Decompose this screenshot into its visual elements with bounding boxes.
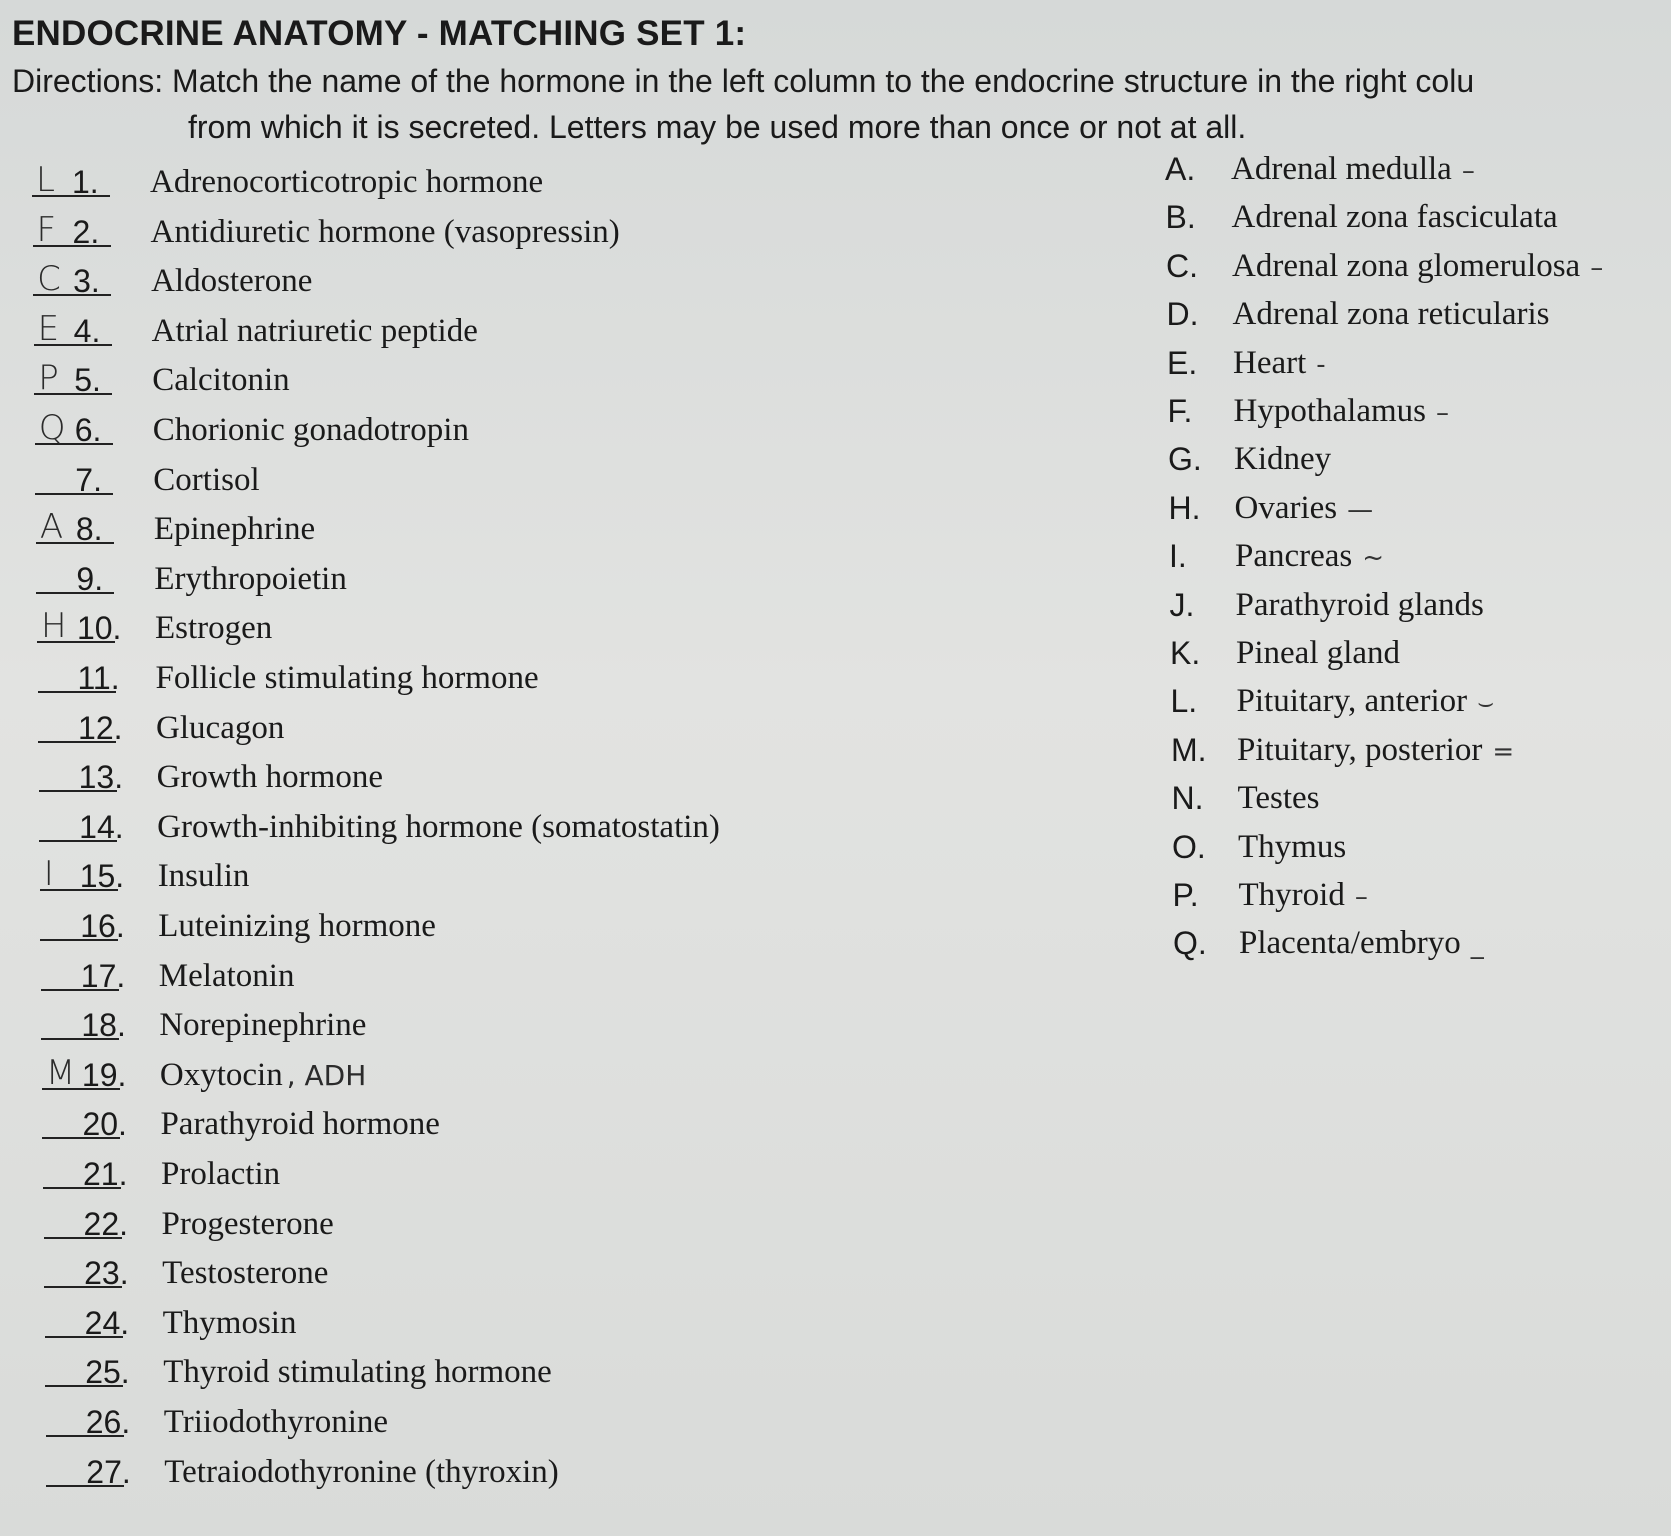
- hormone-name: Norepinephrine: [159, 1007, 367, 1044]
- hormone-name: Follicle stimulating hormone: [155, 660, 539, 696]
- hormone-number: 25.: [85, 1354, 130, 1391]
- structure-label: [1232, 192, 1558, 242]
- hormone-name: Estrogen: [154, 610, 273, 647]
- structure-name: Ovaries: [1234, 489, 1338, 526]
- handwritten-answer: P: [38, 358, 59, 399]
- hormone-label: [157, 753, 383, 801]
- structure-name: Thymus: [1238, 828, 1347, 865]
- hormone-label: [150, 158, 543, 206]
- hormone-label: [160, 1100, 440, 1148]
- hormone-label: [151, 208, 620, 256]
- hormone-number: 7.: [75, 461, 102, 498]
- hormone-label: [157, 803, 720, 851]
- handwritten-answer: L: [36, 160, 55, 200]
- structure-letter: N.: [1171, 780, 1204, 817]
- hormone-name: Prolactin: [161, 1156, 281, 1192]
- structure-label: [1234, 434, 1331, 484]
- handwritten-tick-mark: –: [1354, 882, 1368, 912]
- structure-name: Pancreas: [1235, 538, 1353, 575]
- handwritten-note: , ADH: [286, 1058, 367, 1092]
- hormone-name: Luteinizing hormone: [158, 908, 436, 944]
- structure-letter: E.: [1167, 344, 1198, 381]
- structure-name: Hypothalamus: [1233, 393, 1426, 429]
- hormone-label: [162, 1200, 334, 1248]
- hormone-name: Parathyroid hormone: [160, 1106, 440, 1143]
- handwritten-tick-mark: _: [1470, 930, 1484, 961]
- hormone-label: [163, 1348, 552, 1396]
- structure-name: Heart: [1233, 344, 1307, 381]
- hormone-label: [159, 952, 295, 1000]
- structure-letter: D.: [1166, 296, 1199, 333]
- handwritten-tick-mark: –: [1461, 156, 1475, 186]
- structure-name: Parathyroid glands: [1235, 586, 1484, 623]
- hormone-label: [152, 356, 289, 404]
- hormone-label: [164, 1398, 388, 1446]
- structure-letter: C.: [1166, 247, 1198, 284]
- handwritten-tick-mark: -: [1316, 349, 1326, 380]
- structure-label: [1236, 580, 1484, 630]
- hormone-number: 15.: [79, 858, 125, 895]
- handwritten-answer: H: [40, 606, 67, 647]
- hormone-name: Thymosin: [162, 1304, 297, 1341]
- structure-name: Pineal gland: [1236, 635, 1401, 671]
- hormone-name: Melatonin: [158, 957, 295, 994]
- structure-label: [1234, 386, 1449, 438]
- hormone-label: [156, 654, 539, 702]
- hormone-number: 5.: [74, 362, 101, 399]
- hormone-name: Cortisol: [153, 461, 260, 498]
- structure-name: Testes: [1237, 780, 1320, 817]
- handwritten-tick-mark: ~: [1362, 543, 1385, 574]
- hormone-number: 13.: [78, 759, 124, 796]
- structure-label: [1233, 338, 1326, 390]
- structure-name: Placenta/embryo: [1239, 925, 1461, 962]
- structure-name: Pituitary, posterior: [1237, 731, 1483, 768]
- hormone-label: [151, 257, 312, 305]
- hormone-number: 17.: [80, 957, 126, 994]
- structure-name: Adrenal zona fasciculata: [1231, 199, 1558, 236]
- handwritten-answer: A: [39, 507, 64, 548]
- hormone-number: 19.: [81, 1056, 127, 1093]
- hormone-label: [161, 1150, 280, 1198]
- structure-label: [1236, 628, 1400, 678]
- hormone-name: Progesterone: [161, 1205, 334, 1242]
- structure-name: Adrenal zona reticularis: [1232, 296, 1550, 333]
- hormone-label: [152, 307, 478, 355]
- hormone-number: 26.: [85, 1404, 131, 1440]
- handwritten-answer: C: [37, 259, 61, 300]
- structure-label: [1235, 483, 1374, 535]
- hormone-name: Erythropoietin: [154, 560, 347, 597]
- hormone-name: Chorionic gonadotropin: [152, 412, 469, 448]
- hormone-number: 1.: [72, 164, 99, 200]
- hormone-name: Aldosterone: [151, 263, 313, 300]
- hormone-label: [158, 852, 250, 900]
- handwritten-answer: M: [45, 1052, 76, 1093]
- hormone-number: 6.: [74, 412, 102, 448]
- structure-letter: F.: [1167, 393, 1193, 429]
- hormone-number: 21.: [83, 1156, 128, 1192]
- hormone-number: 8.: [75, 511, 103, 548]
- page-title: ENDOCRINE ANATOMY - MATCHING SET 1:: [12, 14, 747, 53]
- hormone-label: [155, 604, 272, 652]
- structure-letter: L.: [1170, 683, 1198, 720]
- hormone-label: [153, 456, 259, 504]
- hormone-label: [158, 902, 436, 950]
- bleed-through-text: [820, 160, 835, 229]
- structure-name: Adrenal zona glomerulosa: [1232, 247, 1581, 284]
- structure-letter: A.: [1165, 151, 1196, 187]
- hormone-number: 9.: [76, 560, 104, 597]
- hormone-number: 20.: [82, 1106, 127, 1143]
- hormone-name: Triiodothyronine: [163, 1404, 389, 1440]
- hormone-name: Growth hormone: [156, 759, 383, 796]
- hormone-label: [163, 1299, 297, 1347]
- handwritten-tick-mark: =: [1492, 736, 1515, 767]
- hormone-name: Epinephrine: [153, 511, 316, 548]
- structure-letter: K.: [1170, 635, 1201, 671]
- structure-label: [1239, 918, 1484, 970]
- hormone-name: Testosterone: [162, 1255, 329, 1292]
- hormone-label: [159, 1001, 366, 1049]
- structure-name: Pituitary, anterior: [1236, 683, 1468, 720]
- directions-line-1: Directions: Match the name of the hormone in the left column to the endocrine structure in the right colu: [12, 63, 1475, 99]
- handwritten-tick-mark: –: [1435, 398, 1449, 428]
- hormone-name: Tetraiodothyronine (thyroxin): [164, 1453, 559, 1490]
- hormone-number: 4.: [73, 312, 101, 349]
- handwritten-answer: F: [36, 209, 57, 250]
- hormone-name: Oxytocin: [159, 1056, 283, 1093]
- structure-letter: Q.: [1173, 925, 1207, 962]
- structure-label: [1235, 531, 1384, 583]
- handwritten-tick-mark: –: [1590, 252, 1604, 283]
- hormone-number: 27.: [86, 1453, 131, 1490]
- hormone-name: Thyroid stimulating hormone: [163, 1354, 552, 1391]
- hormone-label: [160, 1051, 366, 1100]
- hormone-number: 24.: [84, 1304, 130, 1341]
- structure-letter: G.: [1168, 441, 1202, 478]
- hormone-label: [156, 704, 284, 752]
- hormone-number: 11.: [77, 660, 120, 696]
- directions-text: [12, 58, 1652, 150]
- hormone-number: 22.: [83, 1205, 129, 1242]
- handwritten-tick-mark: ⌣: [1477, 688, 1495, 719]
- structure-name: Adrenal medulla: [1231, 151, 1452, 187]
- hormone-number: 12.: [78, 709, 123, 746]
- hormone-label: [162, 1249, 328, 1297]
- structure-label: [1233, 289, 1550, 339]
- hormone-number: 16.: [80, 908, 125, 944]
- hormone-number: 2.: [72, 213, 100, 250]
- structure-label: [1238, 822, 1346, 872]
- hormone-name: Calcitonin: [152, 362, 290, 399]
- handwritten-answer: E: [37, 308, 60, 349]
- structure-letter: O.: [1172, 828, 1206, 865]
- hormone-label: [164, 1448, 559, 1496]
- hormone-name: Insulin: [157, 858, 250, 895]
- hormone-name: Atrial natriuretic peptide: [151, 312, 478, 349]
- structure-label: [1238, 773, 1320, 823]
- hormone-label: [154, 505, 315, 553]
- structure-label: [1231, 144, 1475, 196]
- hormone-name: Antidiuretic hormone (vasopressin): [150, 213, 620, 250]
- hormone-name: Glucagon: [156, 709, 285, 746]
- directions-line-2: from which it is secreted. Letters may be used more than once or not at all.: [188, 109, 1247, 145]
- structure-letter: P.: [1172, 877, 1199, 913]
- structure-name: Thyroid: [1238, 877, 1345, 913]
- structure-label: [1237, 725, 1514, 777]
- structure-letter: J.: [1169, 586, 1195, 623]
- handwritten-tick-mark: —: [1347, 494, 1374, 525]
- hormone-name: Adrenocorticotropic hormone: [150, 164, 544, 200]
- hormone-number: 3.: [73, 263, 100, 300]
- hormone-number: 23.: [84, 1255, 129, 1292]
- structure-label: [1239, 870, 1368, 922]
- hormone-label: [153, 406, 469, 454]
- structure-label: [1237, 676, 1495, 728]
- structure-letter: B.: [1165, 199, 1196, 236]
- structure-letter: M.: [1171, 731, 1207, 768]
- hormone-number: 10.: [76, 610, 122, 647]
- structure-letter: I.: [1169, 538, 1187, 575]
- structure-name: Kidney: [1234, 441, 1332, 478]
- handwritten-answer: Q: [38, 408, 66, 448]
- handwritten-answer: I: [43, 854, 54, 895]
- hormone-number: 18.: [81, 1007, 126, 1044]
- hormone-number: 14.: [79, 808, 124, 845]
- hormone-name: Growth-inhibiting hormone (somatostatin): [157, 808, 720, 845]
- structure-letter: H.: [1168, 489, 1201, 526]
- hormone-label: [154, 555, 346, 603]
- structure-label: [1232, 241, 1603, 293]
